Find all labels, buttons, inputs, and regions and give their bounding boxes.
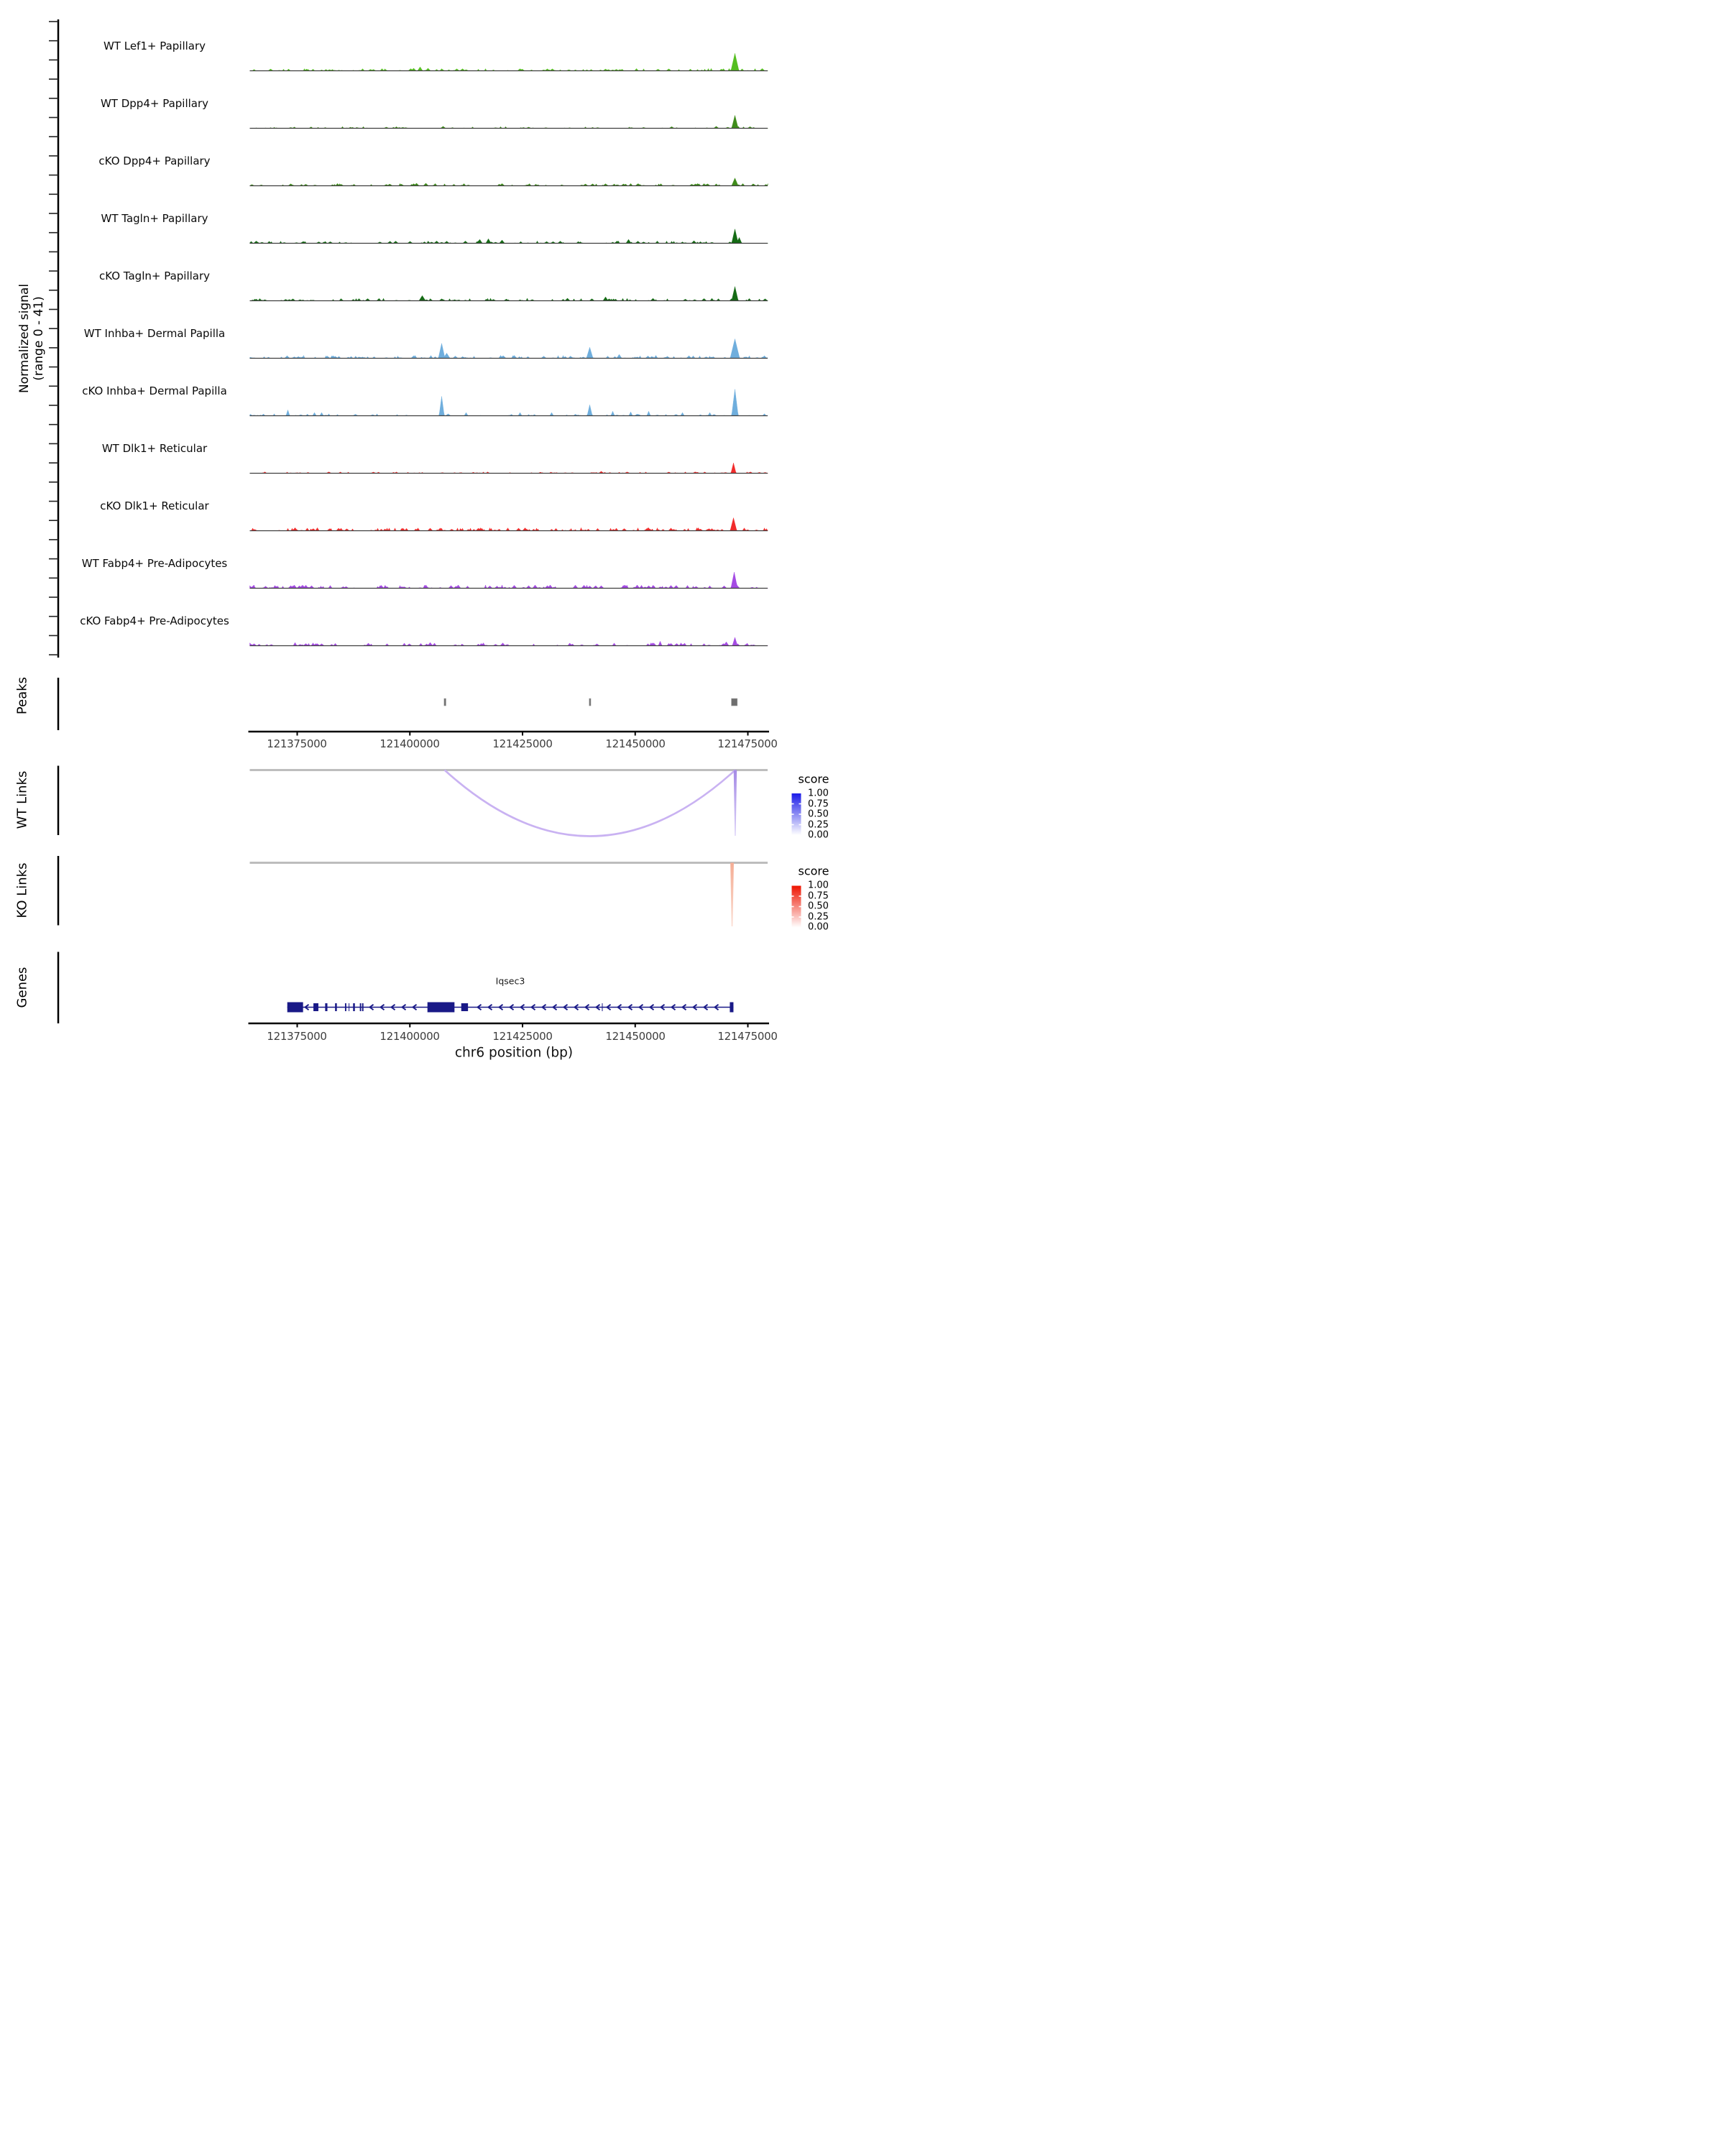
wt-link-anchor-bar <box>734 770 737 837</box>
coverage-track-1 <box>250 116 768 129</box>
ko-score-0.00: 0.00 <box>808 921 829 933</box>
coverage-track-2 <box>250 178 768 186</box>
axis2-tick-121400000: 121400000 <box>380 1030 440 1043</box>
signal-axis-label-line2: (range 0 - 41) <box>32 296 46 381</box>
track-label-wt-inhba: WT Inhba+ Dermal Papilla <box>83 327 226 340</box>
coverage-track-8 <box>250 518 768 531</box>
peak-box-1 <box>589 699 591 706</box>
gene-name-iqsec3: Iqsec3 <box>495 975 525 987</box>
wt-link-arc <box>445 770 735 837</box>
peak-box-2 <box>732 699 737 706</box>
axis1-tick-121450000: 121450000 <box>605 737 666 750</box>
gene-exon-1 <box>313 1003 318 1011</box>
gene-exon-9 <box>428 1003 455 1013</box>
wt-score-legend-title: score <box>798 772 829 786</box>
axis1-tick-121475000: 121475000 <box>717 737 778 750</box>
coverage-track-5 <box>250 339 768 359</box>
coverage-track-10 <box>250 637 768 646</box>
coverage-track-7 <box>250 463 768 473</box>
track-label-cko-fabp4: cKO Fabp4+ Pre-Adipocytes <box>80 614 229 627</box>
genome-coverage-figure <box>0 0 862 1078</box>
track-label-wt-dlk1: WT Dlk1+ Reticular <box>101 442 208 455</box>
wt-score-0.25: 0.25 <box>808 819 829 831</box>
peak-box-0 <box>444 699 446 706</box>
track-label-cko-dpp4: cKO Dpp4+ Papillary <box>98 155 211 167</box>
ko-score-0.25: 0.25 <box>808 911 829 923</box>
genes-section-label: Genes <box>14 967 30 1008</box>
ko-score-0.75: 0.75 <box>808 890 829 902</box>
axis2-tick-121375000: 121375000 <box>267 1030 327 1043</box>
track-label-wt-lef1: WT Lef1+ Papillary <box>103 40 206 52</box>
ko-score-0.50: 0.50 <box>808 900 829 912</box>
axis2-tick-121450000: 121450000 <box>605 1030 666 1043</box>
axis2-tick-121475000: 121475000 <box>717 1030 778 1043</box>
wt-score-0.75: 0.75 <box>808 798 829 810</box>
coverage-track-3 <box>250 229 768 244</box>
gene-exon-8 <box>362 1003 364 1011</box>
wt-score-0.00: 0.00 <box>808 829 829 841</box>
coverage-track-9 <box>250 572 768 589</box>
track-label-cko-dlk1: cKO Dlk1+ Reticular <box>100 499 209 512</box>
gene-exon-10 <box>461 1003 468 1011</box>
peaks-section-label: Peaks <box>14 676 30 715</box>
axis1-tick-121425000: 121425000 <box>492 737 553 750</box>
wt-score-0.50: 0.50 <box>808 808 829 820</box>
gene-exon-2 <box>325 1003 327 1011</box>
wt-score-1.00: 1.00 <box>808 788 829 799</box>
track-label-cko-tagln: cKO Tagln+ Papillary <box>98 270 211 282</box>
gene-exon-4 <box>345 1003 346 1011</box>
ko-score-legend-title: score <box>798 864 829 878</box>
axis1-tick-121375000: 121375000 <box>267 737 327 750</box>
track-label-cko-inhba: cKO Inhba+ Dermal Papilla <box>82 384 227 397</box>
coverage-track-0 <box>250 53 768 70</box>
coverage-track-4 <box>250 287 768 301</box>
gene-exon-3 <box>335 1003 337 1011</box>
gene-exon-12 <box>730 1003 733 1013</box>
axis1-tick-121400000: 121400000 <box>380 737 440 750</box>
ko-links-section-label: KO Links <box>14 862 30 918</box>
track-label-wt-tagln: WT Tagln+ Papillary <box>101 212 208 225</box>
track-label-wt-fabp4: WT Fabp4+ Pre-Adipocytes <box>81 557 228 570</box>
wt-links-section-label: WT Links <box>14 770 30 829</box>
gene-exon-0 <box>288 1003 303 1013</box>
track-label-wt-dpp4: WT Dpp4+ Papillary <box>100 97 209 110</box>
gene-exon-6 <box>353 1003 355 1011</box>
x-axis-title: chr6 position (bp) <box>454 1045 574 1061</box>
ko-score-1.00: 1.00 <box>808 880 829 891</box>
ko-link-anchor-bar <box>730 863 734 927</box>
coverage-track-6 <box>250 390 768 416</box>
gene-exon-7 <box>360 1003 362 1011</box>
signal-axis-label-line1: Normalized signal <box>17 283 32 394</box>
axis2-tick-121425000: 121425000 <box>492 1030 553 1043</box>
signal-axis-label <box>17 284 46 393</box>
